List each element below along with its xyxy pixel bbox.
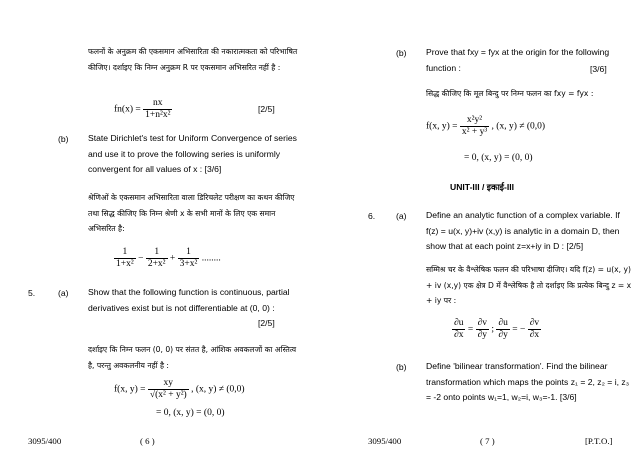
q4b-hindi-text: श्रेणिओं के एकसमान अभिसारिता वाला डिरिचलेट परीक्षण का कथन कीजिए तथा सिद्ध कीजिए कि निम्न श्रेणी x के सभी मानों के लिए एक समान अभिसरित है: [88, 193, 295, 233]
q4a-hindi-text: फलनों के अनुक्रम की एकसमान अभिसारिता की नकारात्मकता को परिभाषित कीजिए। दर्शाइए कि निम्न अनुक्रम R पर एकसमान अभिसरित नहीं है : [88, 47, 298, 72]
q4a-marks: [2/5] [258, 104, 275, 114]
cr-term-2 [476, 318, 489, 341]
unit-heading: UNIT-III / इकाई-III [450, 182, 515, 192]
cauchy-riemann-equations [452, 318, 541, 341]
cr-term-3-num: ∂u [498, 318, 508, 328]
q6b-label: (b) [396, 362, 407, 372]
q5b-function-fraction [460, 115, 489, 138]
q5a-function-lhs: f(x, y) = [114, 384, 146, 395]
q5b-function-condition: , (x, y) ≠ (0,0) [491, 121, 546, 132]
q4a-formula-fraction [143, 98, 172, 121]
left-page [20, 0, 320, 457]
q5a-function-den: √(x² + y²) [149, 390, 187, 400]
q5b-english-text: Prove that fxy = fyx at the origin for the following function : [426, 47, 610, 73]
q5a-function-line2: = 0, (x, y) = (0, 0) [156, 408, 225, 418]
q6a-label: (a) [396, 211, 407, 221]
q6b-english-text: Define 'bilinear transformation'. Find the bilinear transformation which maps the points z₁ = 2, z₂ = i, z₃ = -2 onto points w₁=1, w₂=i, w₃=-1. [3/6] [426, 361, 630, 402]
q5b-function-den: x² + y³ [461, 127, 488, 137]
series-op-1: − [138, 253, 144, 264]
q5-number: 5. [28, 288, 36, 298]
q4a-formula-lhs: fn(x) = [114, 104, 141, 115]
q5a-label: (a) [58, 288, 69, 298]
right-footer-code: 3095/400 [368, 436, 402, 446]
series-term-1-den: 1+x² [116, 259, 134, 269]
cr-eq-2: = − [512, 324, 526, 335]
cr-term-4-den: ∂x [529, 330, 540, 340]
cr-term-3 [496, 318, 509, 341]
q5b-function [426, 115, 545, 138]
series-term-3-den: 3+x² [179, 259, 198, 269]
series-term-1 [114, 247, 136, 270]
q5a-function [114, 378, 245, 401]
q4a-formula [114, 98, 172, 121]
series-term-2-den: 2+x² [147, 259, 166, 269]
cr-term-2-den: ∂y [477, 330, 488, 340]
cr-term-4 [528, 318, 541, 341]
cr-separator: ; [491, 324, 495, 335]
q6-number: 6. [368, 211, 376, 221]
left-footer-code: 3095/400 [28, 436, 62, 446]
q4b-label: (b) [58, 134, 69, 144]
pto-note: [P.T.O.] [585, 436, 613, 446]
cr-term-1-num: ∂u [454, 318, 464, 328]
q5b-function-lhs: f(x, y) = [426, 121, 458, 132]
q5b-hindi-text: सिद्ध कीजिए कि मूल बिन्दु पर निम्न फलन का fxy = fyx : [426, 89, 594, 98]
series-term-2 [146, 247, 168, 270]
q5a-function-condition: , (x, y) ≠ (0,0) [191, 384, 245, 395]
q5b-function-line2: = 0, (x, y) = (0, 0) [464, 153, 533, 163]
q4b-english-text: State Dirichlet's test for Uniform Convergence of series and use it to prove the following series is uniformly convergent for all values of x : [3/6] [88, 133, 297, 174]
left-page-number: ( 6 ) [140, 436, 155, 446]
series-term-2-num: 1 [146, 247, 168, 259]
right-page-number: ( 7 ) [480, 436, 495, 446]
series-term-3-num: 1 [178, 247, 200, 259]
cr-term-1 [452, 318, 465, 341]
series-term-1-num: 1 [114, 247, 136, 259]
series-tail: ........ [201, 253, 221, 264]
cr-eq-1: = [467, 324, 474, 335]
q5a-function-fraction [148, 378, 189, 401]
q5a-english-text: Show that the following function is continuous, partial derivatives exist but is not differentiable at (0, 0) : [88, 287, 290, 313]
q5b-label: (b) [396, 48, 407, 58]
q6a-hindi-text: सम्मिश्र चर के वैश्लेषिक फलन की परिभाषा दीजिए। यदि f(z) = u(x, y) + iv (x,y) एक क्षेत्र D में वैश्लेषिक है तो दर्शाइए कि प्रत्येक बिन्दु z = x + iy पर : [426, 265, 632, 305]
cr-term-3-den: ∂y [498, 330, 508, 340]
cr-term-2-num: ∂v [477, 318, 488, 328]
q4a-formula-denominator: 1+n²x² [145, 110, 171, 120]
right-page [340, 0, 640, 457]
q5b-function-num: x²y² [460, 115, 489, 127]
q5a-marks: [2/5] [258, 318, 275, 328]
cr-term-4-num: ∂v [529, 318, 540, 328]
q5b-marks: [3/6] [590, 64, 607, 74]
q5a-hindi-text: दर्शाइए कि निम्न फलन (0, 0) पर संतत है, आंशिक अवकलजों का अस्तित्व है, परन्तु अवकलनीय नहीं है : [88, 345, 297, 370]
series-op-2: + [169, 253, 176, 264]
q6a-english-text: Define an analytic function of a complex variable. If f(z) = u(x, y)+iv (x,y) is analytic in a domain D, then show that at each point z=x+iy in D : [2/5] [426, 210, 620, 251]
series-term-3 [178, 247, 200, 270]
q4a-formula-numerator: nx [143, 98, 172, 110]
q4b-series [114, 247, 221, 270]
cr-term-1-den: ∂x [454, 330, 464, 340]
q5a-function-num: xy [148, 378, 189, 390]
